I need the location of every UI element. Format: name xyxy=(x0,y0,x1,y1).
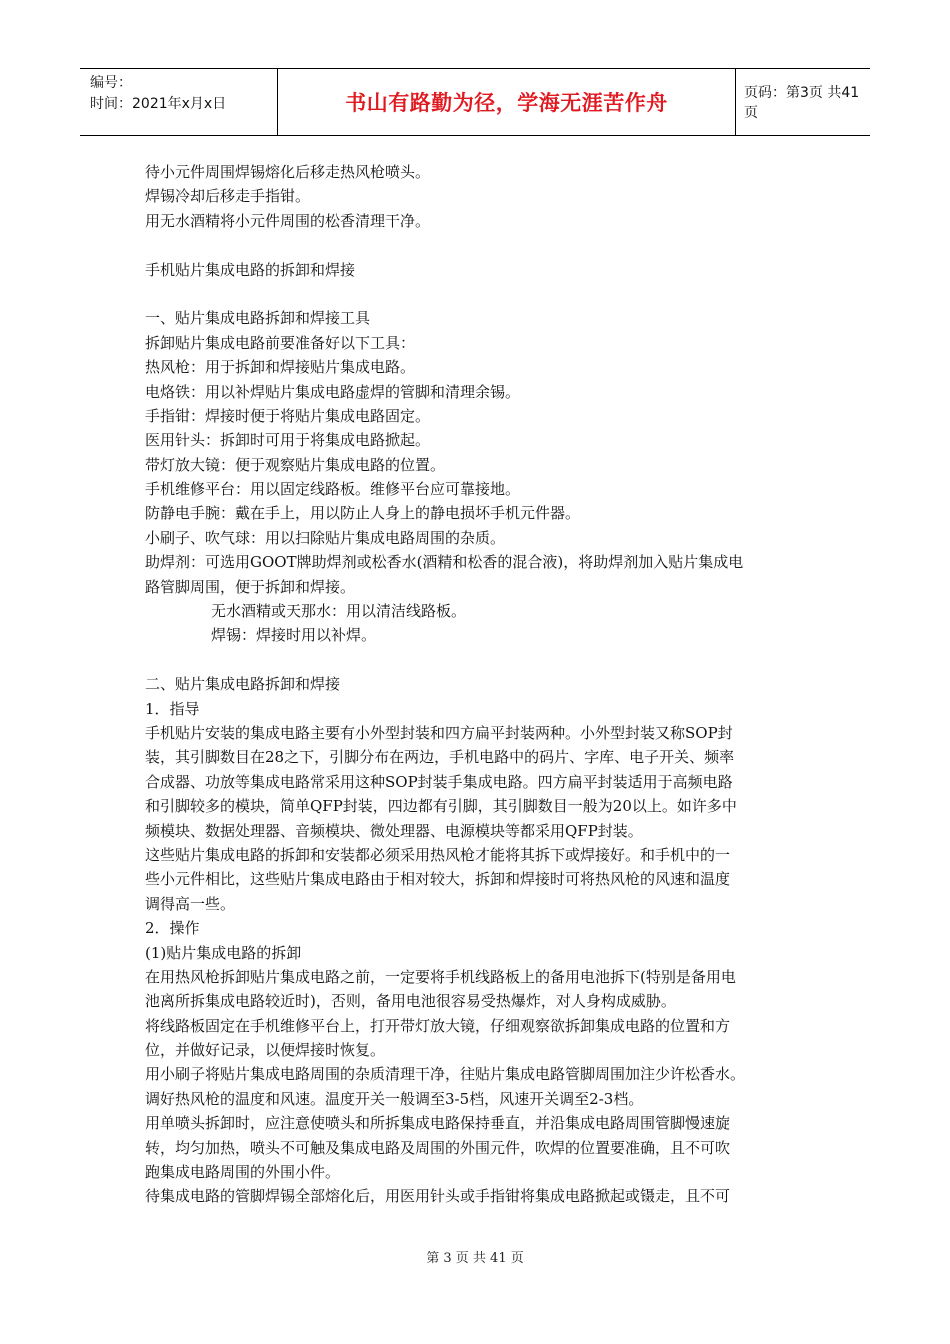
section-title: 手机贴片集成电路的拆卸和焊接 xyxy=(145,260,356,279)
header-meta xyxy=(80,69,278,135)
text-line: 频模块、数据处理器、音频模块、微处理器、电源模块等都采用QFP封装。 xyxy=(145,821,643,840)
text-line: 用小刷子将贴片集成电路周围的杂质清理干净，往贴片集成电路管脚周围加注少许松香水。 xyxy=(145,1065,746,1084)
text-line: 手机维修平台：用以固定线路板。维修平台应可靠接地。 xyxy=(145,480,521,499)
text-line: 电烙铁：用以补焊贴片集成电路虚焊的管脚和清理余锡。 xyxy=(145,382,521,401)
subsection-heading: 2．操作 xyxy=(145,919,200,938)
text-line: 调好热风枪的温度和风速。温度开关一般调至3-5档，风速开关调至2-3档。 xyxy=(145,1089,644,1108)
number-label: 编号： xyxy=(90,75,132,91)
subsection-heading: (1)贴片集成电路的拆卸 xyxy=(145,943,302,962)
text-line: 调得高一些。 xyxy=(145,894,236,913)
page-header xyxy=(80,68,870,136)
text-line: 防静电手腕：戴在手上，用以防止人身上的静电损坏手机元件器。 xyxy=(145,504,581,523)
blank-line xyxy=(145,282,810,306)
text-line: 些小元件相比，这些贴片集成电路由于相对较大，拆卸和焊接时可将热风枪的风速和温度 xyxy=(145,870,731,889)
document-body xyxy=(145,160,810,1209)
text-line: 合成器、功放等集成电路常采用这种SOP封装手集成电路。四方扁平封装适用于高频电路 xyxy=(145,772,733,791)
text-line: 热风枪：用于拆卸和焊接贴片集成电路。 xyxy=(145,358,416,377)
blank-line xyxy=(145,233,810,257)
text-line: 用无水酒精将小元件周围的松香清理干净。 xyxy=(145,211,431,230)
page-footer: 第 3 页 共 41 页 xyxy=(426,1251,524,1266)
text-line: 用单喷头拆卸时，应注意使喷头和所拆集成电路保持垂直，并沿集成电路周围管脚慢速旋 xyxy=(145,1114,731,1133)
text-line: 手机贴片安装的集成电路主要有小外型封装和四方扁平封装两种。小外型封装又称SOP封 xyxy=(145,723,733,742)
text-line: 待集成电路的管脚焊锡全部熔化后，用医用针头或手指钳将集成电路掀起或镊走，且不可 xyxy=(145,1187,731,1206)
indented-line: 焊锡：焊接时用以补焊。 xyxy=(211,626,377,645)
text-line: 待小元件周围焊锡熔化后移走热风枪喷头。 xyxy=(145,163,431,181)
text-line: 路管脚周围，便于拆卸和焊接。 xyxy=(145,577,356,596)
blank-line xyxy=(145,648,810,672)
text-line: 这些贴片集成电路的拆卸和安装都必须采用热风枪才能将其拆下或焊接好。和手机中的一 xyxy=(145,845,731,864)
header-motto: 书山有路勤为径，学海无涯苦作舟 xyxy=(345,91,668,115)
section-heading: 二、贴片集成电路拆卸和焊接 xyxy=(145,675,341,694)
text-line: 医用针头：拆卸时可用于将集成电路掀起。 xyxy=(145,431,431,450)
text-line: 跑集成电路周围的外围小件。 xyxy=(145,1163,341,1182)
text-line: 转，均匀加热，喷头不可触及集成电路及周围的外围元件，吹焊的位置要准确，且不可吹 xyxy=(145,1138,731,1157)
header-motto-cell xyxy=(278,69,736,135)
subsection-heading: 1．指导 xyxy=(145,699,200,718)
text-line: 位，并做好记录，以便焊接时恢复。 xyxy=(145,1041,386,1060)
text-line: 焊锡冷却后移走手指钳。 xyxy=(145,187,311,206)
text-line: 在用热风枪拆卸贴片集成电路之前，一定要将手机线路板上的备用电池拆下(特别是备用电 xyxy=(145,967,736,986)
time-label: 时间：2021年x月x日 xyxy=(90,96,227,112)
header-page-info: 页码：第3页 共41页 xyxy=(744,85,860,121)
text-line: 和引脚较多的模块，简单QFP封装，四边都有引脚，其引脚数目一般为20以上。如许多中 xyxy=(145,797,737,816)
text-line: 小刷子、吹气球：用以扫除贴片集成电路周围的杂质。 xyxy=(145,528,506,547)
text-line: 带灯放大镜：便于观察贴片集成电路的位置。 xyxy=(145,455,446,474)
text-line: 将线路板固定在手机维修平台上，打开带灯放大镜，仔细观察欲拆卸集成电路的位置和方 xyxy=(145,1016,731,1035)
section-heading: 一、贴片集成电路拆卸和焊接工具 xyxy=(145,309,371,328)
text-line: 装，其引脚数目在28之下，引脚分布在两边，手机电路中的码片、字库、电子开关、频率 xyxy=(145,748,735,767)
indented-line: 无水酒精或天那水：用以清洁线路板。 xyxy=(211,602,467,621)
text-line: 手指钳：焊接时便于将贴片集成电路固定。 xyxy=(145,406,431,425)
header-page-info-cell xyxy=(736,69,870,135)
text-line: 助焊剂：可选用GOOT牌助焊剂或松香水(酒精和松香的混合液)，将助焊剂加入贴片集成电 xyxy=(145,553,744,572)
text-line: 拆卸贴片集成电路前要准备好以下工具： xyxy=(145,333,416,352)
text-line: 池离所拆集成电路较近时)，否则，备用电池很容易受热爆炸，对人身构成威胁。 xyxy=(145,992,676,1011)
